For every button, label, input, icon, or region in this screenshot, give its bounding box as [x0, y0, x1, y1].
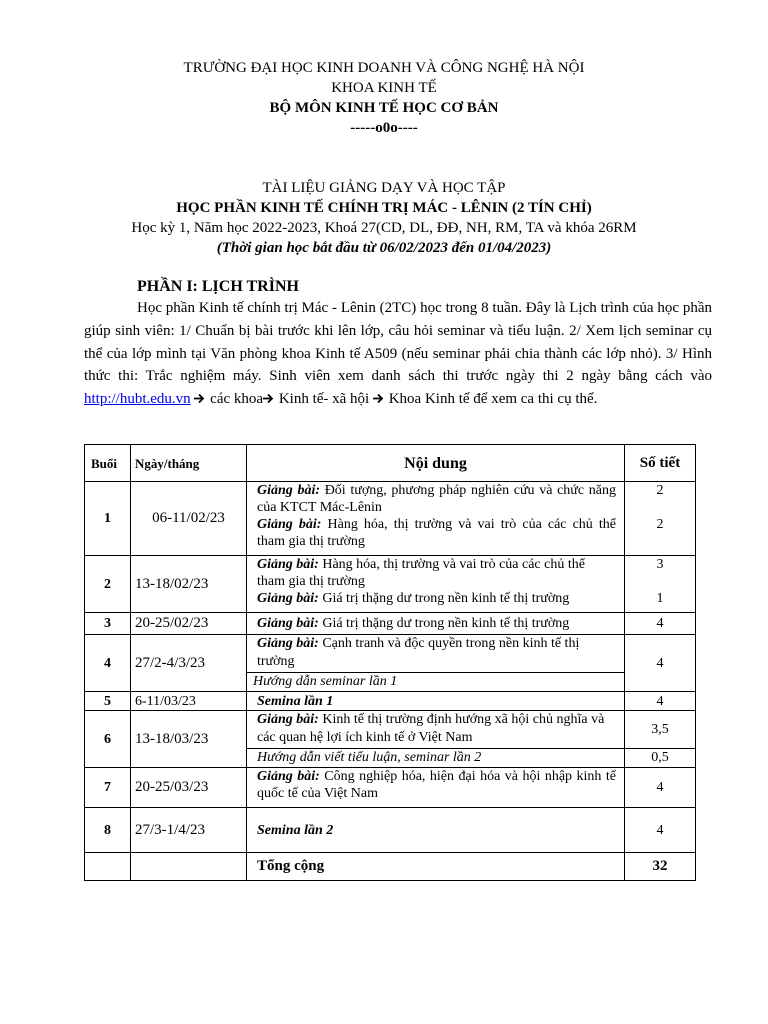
document-type: TÀI LIỆU GIẢNG DẠY VÀ HỌC TẬP: [262, 180, 506, 196]
content-text: Cạnh tranh và độc quyền trong nền kinh tế thị trường: [257, 636, 580, 669]
paragraph-text-1: Học phần Kinh tế chính trị Mác - Lênin (2TC) học trong 8 tuần. Đây là Lịch trình của học phần giúp sinh viên: 1/ Chuẩn bị bài trước khi lên lớp, câu hỏi seminar và tiểu luận. 2/ Xem lịch seminar cụ thể của lớp mình tại Văn phòng khoa Kinh tế A509 (nếu seminar phải chia thành các lớp nhỏ). 3/ Hình thức thi: Trắc nghiệm máy. Sinh viên xem danh sách thi trước ngày thi 2 ngày bằng cách vào: [84, 300, 712, 385]
content-text: Hàng hóa, thị trường và vai trò của các chủ thể tham gia thị trường: [257, 517, 616, 549]
hubt-link[interactable]: http://hubt.edu.vn: [84, 391, 191, 408]
session-date: 06-11/02/23: [131, 482, 247, 556]
content-text: Giá trị thặng dư trong nền kinh tế thị trường: [318, 591, 570, 606]
session-hours: 4: [625, 635, 696, 692]
session-hours: 4: [625, 768, 696, 808]
session-content: [247, 635, 625, 692]
total-hours: 32: [625, 853, 696, 881]
session-date: 20-25/02/23: [131, 613, 247, 635]
session-date: 6-11/03/23: [131, 692, 247, 711]
table-row: [85, 768, 696, 808]
hours-value: 2: [656, 483, 664, 498]
header-session: Buổi: [85, 445, 131, 482]
table-header-row: [85, 445, 696, 482]
paragraph-text-2: các khoa: [206, 391, 264, 408]
header-separator: -----o0o----: [350, 120, 418, 136]
course-title: HỌC PHẦN KINH TẾ CHÍNH TRỊ MÁC - LÊNIN (2 TÍN CHỈ): [176, 200, 592, 216]
header-date: Ngày/tháng: [131, 445, 247, 482]
arrow-right-icon: [373, 393, 385, 404]
session-hours: [625, 556, 696, 613]
lecture-label: Giảng bài:: [257, 591, 319, 606]
session-number: 7: [85, 768, 131, 808]
session-hours: [625, 482, 696, 556]
session-number: 6: [85, 711, 131, 768]
content-line: [247, 711, 624, 749]
semester-info: Học kỳ 1, Năm học 2022-2023, Khoá 27(CD, DL, ĐĐ, NH, RM, TA và khóa 26RM: [131, 220, 637, 236]
schedule-table: [84, 444, 696, 881]
hours-value: 2: [656, 517, 664, 532]
total-empty-cell: [85, 853, 131, 881]
content-line: [257, 482, 616, 516]
content-line: Hướng dẫn seminar lần 1: [253, 674, 398, 689]
header-content: Nội dung: [247, 445, 625, 482]
arrow-right-icon: [263, 393, 275, 404]
hours-value: 3: [656, 557, 664, 572]
content-line: [247, 635, 624, 673]
hours-value: 1: [656, 591, 664, 606]
table-row: [85, 556, 696, 613]
session-date: 13-18/03/23: [131, 711, 247, 768]
session-content: Semina lần 1: [247, 692, 625, 711]
content-line: [257, 556, 616, 590]
total-row: [85, 853, 696, 881]
session-hours: 4: [625, 808, 696, 853]
session-number: 1: [85, 482, 131, 556]
session-date: 27/2-4/3/23: [131, 635, 247, 692]
content-text: Kinh tế thị trường định hướng xã hội chủ nghĩa và các quan hệ lợi ích kinh tế ở Việt Nam: [257, 712, 605, 745]
lecture-label: Giảng bài:: [257, 483, 321, 498]
session-content: [247, 482, 625, 556]
study-period: (Thời gian học bắt đầu từ 06/02/2023 đến 01/04/2023): [216, 240, 552, 256]
content-line: [257, 590, 616, 607]
session-content: [247, 613, 625, 635]
content-text: Hàng hóa, thị trường và vai trò của các chủ thể tham gia thị trường: [257, 557, 585, 589]
faculty-name: KHOA KINH TẾ: [331, 80, 437, 96]
table-row: [85, 613, 696, 635]
total-empty-cell: [131, 853, 247, 881]
content-text: Công nghiệp hóa, hiện đại hóa và hội nhập kinh tế quốc tế của Việt Nam: [257, 769, 616, 801]
hours-value: 0,5: [651, 750, 669, 765]
total-label: Tổng cộng: [247, 853, 625, 881]
paragraph-text-4: Khoa Kinh tế để xem ca thi cụ thể.: [388, 391, 598, 408]
table-row: [85, 711, 696, 768]
paragraph-text-3: Kinh tế- xã hội: [275, 391, 373, 408]
content-text: Giá trị thặng dư trong nền kinh tế thị trường: [318, 616, 570, 631]
session-hours: 4: [625, 692, 696, 711]
header-hours: Số tiết: [625, 445, 696, 482]
section-paragraph: [84, 297, 712, 411]
arrow-right-icon: [194, 393, 206, 404]
table-row: [85, 692, 696, 711]
session-content: [247, 768, 625, 808]
session-hours: [625, 711, 696, 768]
session-number: 5: [85, 692, 131, 711]
lecture-label: Giảng bài:: [257, 769, 320, 784]
department-name: BỘ MÔN KINH TẾ HỌC CƠ BẢN: [269, 100, 499, 116]
session-hours: 4: [625, 613, 696, 635]
lecture-label: Giảng bài:: [257, 517, 322, 532]
session-content: [247, 711, 625, 768]
hours-value: 3,5: [625, 711, 695, 749]
university-name: TRƯỜNG ĐẠI HỌC KINH DOANH VÀ CÔNG NGHỆ HÀ NỘI: [183, 60, 585, 76]
lecture-label: Giảng bài:: [257, 557, 319, 572]
lecture-label: Giảng bài:: [257, 636, 319, 651]
table-row: [85, 482, 696, 556]
section-heading: PHẦN I: LỊCH TRÌNH: [137, 278, 299, 295]
session-number: 8: [85, 808, 131, 853]
table-row: [85, 635, 696, 692]
session-date: 27/3-1/4/23: [131, 808, 247, 853]
session-date: 13-18/02/23: [131, 556, 247, 613]
table-row: [85, 808, 696, 853]
lecture-label: Giảng bài:: [257, 616, 319, 631]
content-line: Hướng dẫn viết tiểu luận, seminar lần 2: [257, 750, 482, 765]
content-line: [257, 516, 616, 550]
lecture-label: Giảng bài:: [257, 712, 319, 727]
content-text: Đối tượng, phương pháp nghiên cứu và chức năng của KTCT Mác-Lênin: [257, 483, 616, 515]
session-number: 3: [85, 613, 131, 635]
session-number: 2: [85, 556, 131, 613]
session-number: 4: [85, 635, 131, 692]
session-content: [247, 556, 625, 613]
session-date: 20-25/03/23: [131, 768, 247, 808]
session-content: Semina lần 2: [247, 808, 625, 853]
